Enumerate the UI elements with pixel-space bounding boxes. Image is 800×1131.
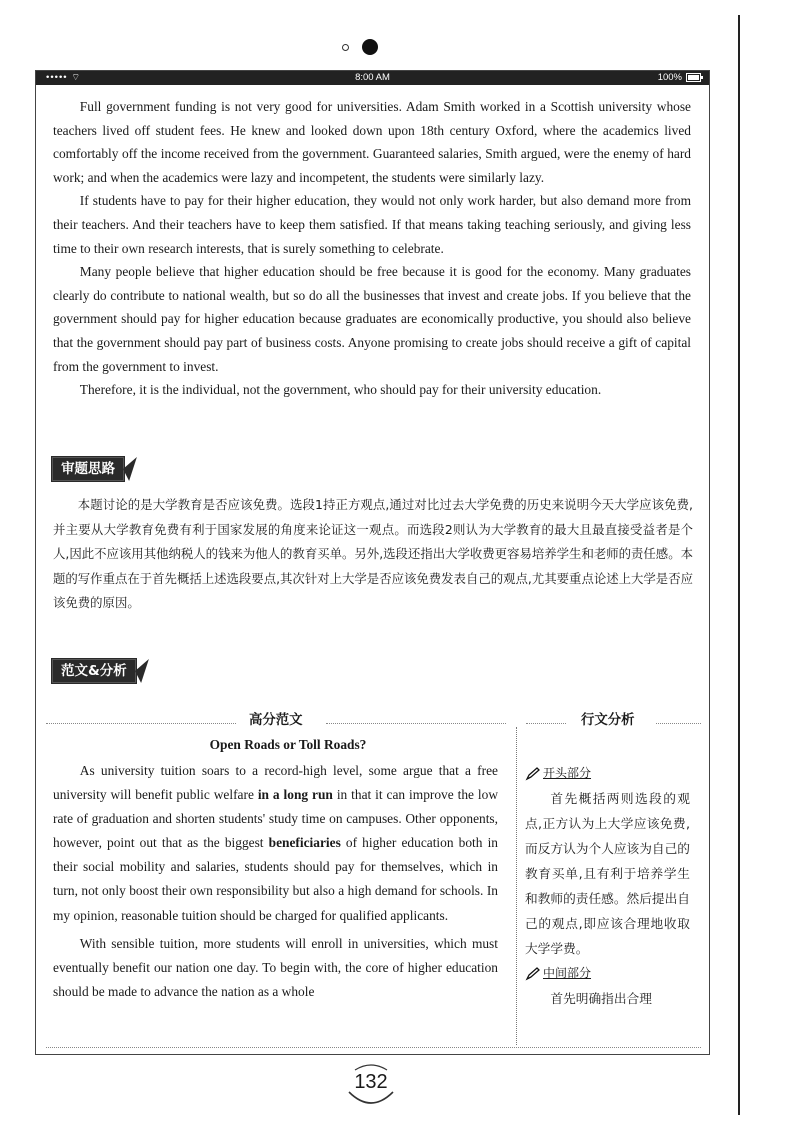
section-banner-analysis xyxy=(52,457,133,481)
battery-percent: 100% xyxy=(657,72,682,83)
analysis-text: 本题讨论的是大学教育是否应该免费。选段1持正方观点,通过对比过去大学免费的历史来说明今天大学应该免费,并主要从大学教育免费有利于国家发展的角度来论证这一观点。而选段2则认为大学教育的最大且最直接受益者是个人,因此不应该用其他纳税人的钱来为他人的教育买单。另外,选段还指出大学收费更容易培养学生和老师的责任感。本题的写作重点在于首先概括上述选段要点,其次针对上大学是否应该免费发表自己的观点,尤其要重点论述上大学是否应该免费的原因。 xyxy=(53,497,693,610)
divider-line xyxy=(656,723,701,724)
device-edge xyxy=(738,15,740,1115)
middle-label xyxy=(525,961,690,986)
page-number-text: 132 xyxy=(354,1071,388,1093)
essay-bold-phrase: in a long run xyxy=(257,787,333,803)
divider-line xyxy=(526,723,566,724)
battery-indicator xyxy=(658,72,701,83)
sensor-icon xyxy=(342,44,349,51)
passage-paragraph-1: Full government funding is not very good for universities. Adam Smith worked in a Scottish university whose teachers lived off student fees. He knew and looked down upon 18th century Oxford, where the academics lived comfortably off the income received from the government. Guaranteed salaries, Smith argued, were the enemy of hard work; and when the academics were lazy and incompetent, the students were similarly lazy. xyxy=(53,99,691,185)
essay-paragraph-2: With sensible tuition, more students will enroll in universities, which must eventually benefit our nation one day. To begin with, the core of higher education should be made to advance the nation as a whole xyxy=(53,935,498,999)
page-number xyxy=(343,1058,399,1110)
commentary-sidebar xyxy=(525,761,690,1011)
section-title-analysis: 审题思路 xyxy=(52,457,124,481)
passage-paragraph-4: Therefore, it is the individual, not the government, who should pay for their university education. xyxy=(79,382,602,398)
essay-paragraph-1 xyxy=(53,759,498,928)
english-passage xyxy=(53,95,691,402)
pen-icon xyxy=(525,967,541,981)
divider-line xyxy=(326,723,506,724)
essay-title: Open Roads or Toll Roads? xyxy=(209,737,367,752)
reader-screen xyxy=(35,70,710,1055)
column-head-essay: 高分范文 xyxy=(249,713,303,728)
camera-lens-icon xyxy=(362,39,378,55)
opening-label-text: 开头部分 xyxy=(543,766,592,780)
status-time: 8:00 AM xyxy=(355,72,390,83)
section-title-model: 范文&分析 xyxy=(52,659,136,683)
opening-label xyxy=(525,761,690,786)
column-head-analysis: 行文分析 xyxy=(581,713,635,728)
passage-paragraph-3: Many people believe that higher education should be free because it is good for the economy. Many graduates clearly do contribute to national wealth, but so do all the businesses that invest and create jobs. If you believe that the government should pay for higher education because graduates are economically productive, you should also believe that the government should pay part of business costs. Anyone promising to create jobs should receive a gift of capital from the government to invest. xyxy=(53,264,691,374)
opening-commentary: 首先概括两则选段的观点,正方认为上大学应该免费,而反方认为个人应该为自己的教育买单,且有利于培养学生和教师的责任感。然后提出自己的观点,即应该合理地收取大学学费。 xyxy=(525,791,690,956)
model-essay xyxy=(53,759,498,1008)
essay-text: in that it can improve the low rate of graduation and shorten students' study time on campuses. Other opponents, however, point out that as the biggest xyxy=(53,787,498,851)
device-camera xyxy=(340,38,380,58)
divider-line xyxy=(46,1047,701,1048)
signal-indicator: ••••• ⌔ xyxy=(46,72,82,83)
section-banner-model xyxy=(52,659,145,683)
pen-icon xyxy=(525,767,541,781)
battery-full-icon xyxy=(686,73,701,82)
column-divider xyxy=(516,727,517,1045)
status-bar xyxy=(36,71,709,85)
essay-text: of higher education both in their social mobility and salaries, students should pay for themselves, which in turn, not only boost their own responsibility but also a high demand for schools. In my opinion, reasonable tuition should be charged for qualified applicants. xyxy=(53,835,498,923)
middle-commentary: 首先明确指出合理 xyxy=(550,991,652,1006)
passage-paragraph-2: If students have to pay for their higher education, they would not only work harder, but also demand more from their teachers. And their teachers have to keep them satisfied. If that means taking teaching seriously, and giving less time to their own research interests, that is surely something to celebrate. xyxy=(53,193,691,256)
essay-bold-phrase: beneficiaries xyxy=(268,835,341,851)
essay-text: As university tuition soars to a record-high level, some argue that a free university will benefit public welfare xyxy=(53,763,498,803)
middle-label-text: 中间部分 xyxy=(543,966,592,980)
divider-line xyxy=(46,723,236,724)
